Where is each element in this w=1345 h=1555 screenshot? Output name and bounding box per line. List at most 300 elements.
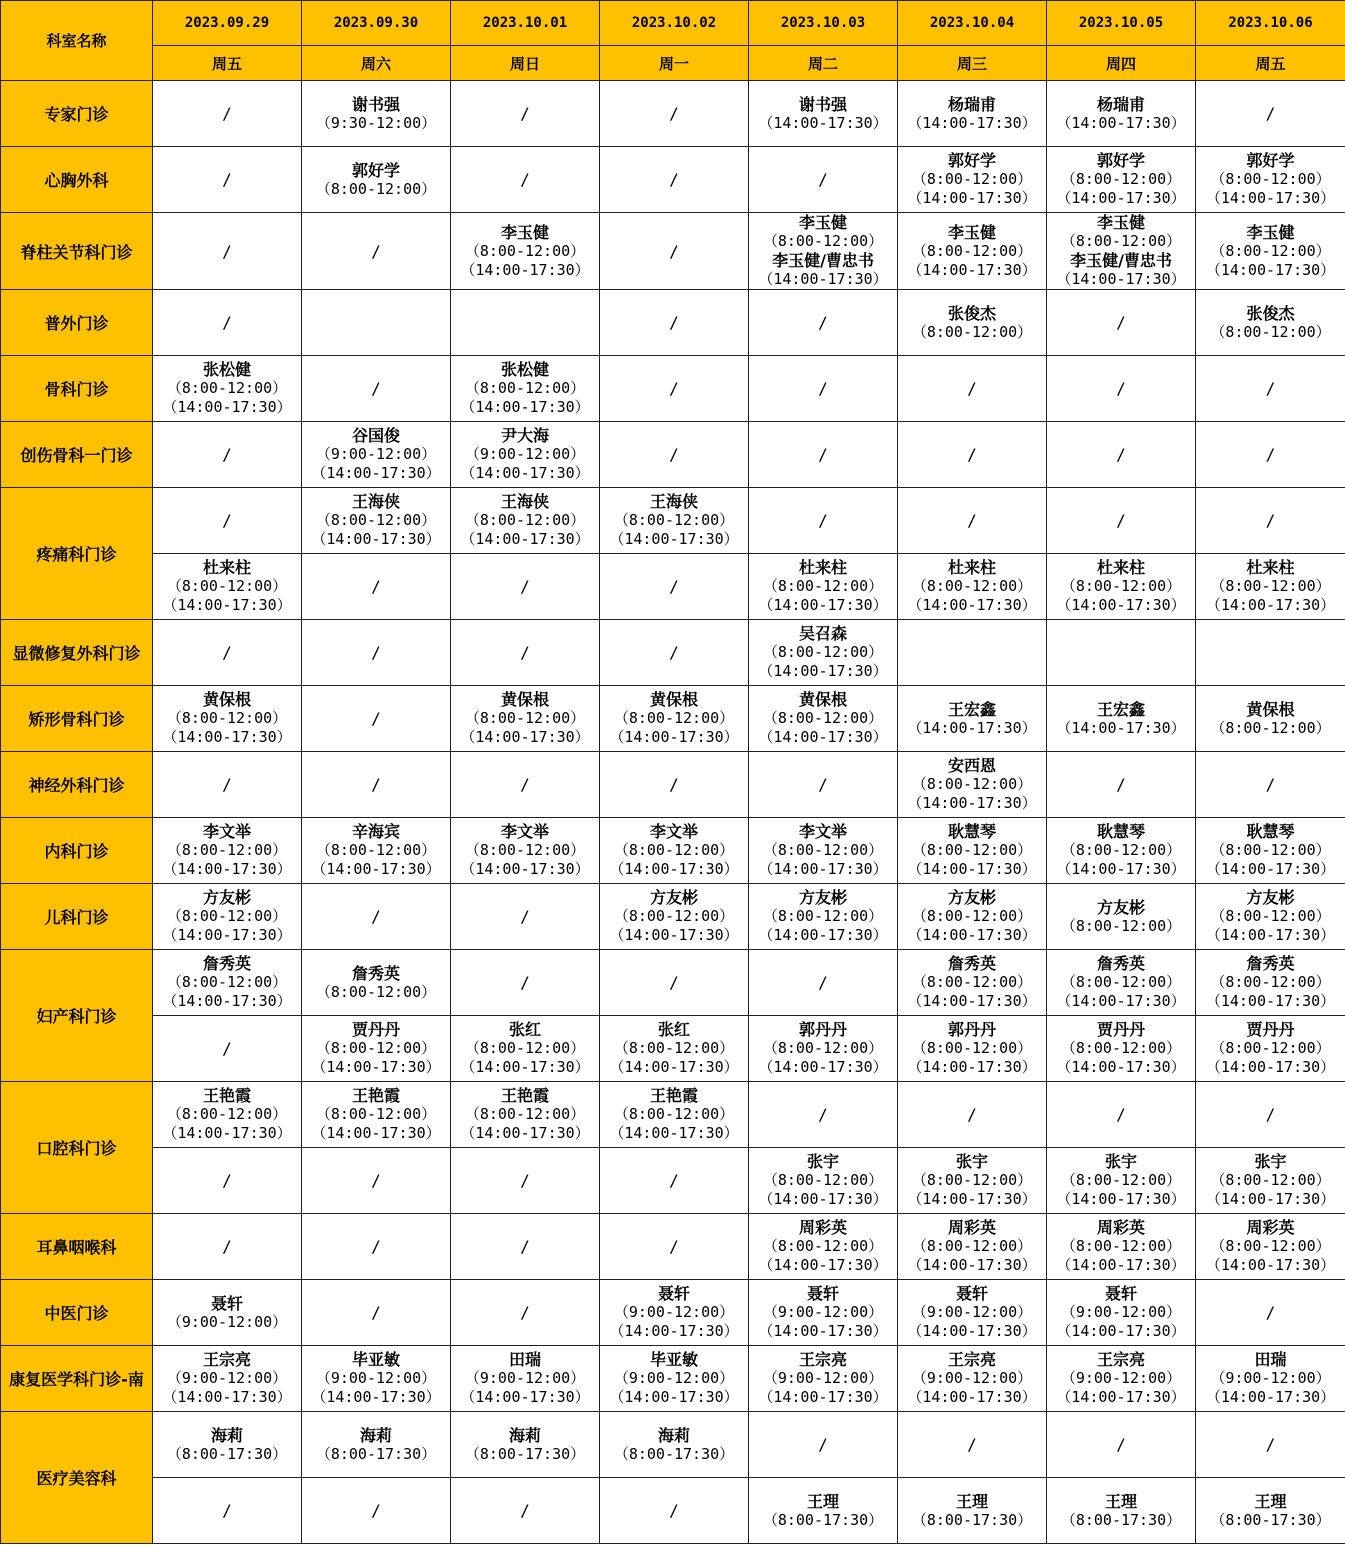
- schedule-cell: [1047, 620, 1196, 686]
- time-slot: （8:00-12:00）: [1060, 232, 1182, 250]
- schedule-cell: [600, 1148, 749, 1214]
- time-slot: （14:00-17:30）: [1056, 1058, 1186, 1076]
- doctor-name: 张松健: [500, 360, 549, 379]
- time-slot: （8:00-12:00）: [911, 841, 1033, 859]
- schedule-cell: [451, 356, 600, 422]
- doctor-name: 李文举: [649, 822, 698, 841]
- time-slot: （8:00-12:00）: [1060, 841, 1182, 859]
- header-weekdays-row: [1, 46, 1345, 81]
- no-clinic-mark: /: [222, 1501, 232, 1520]
- time-slot: （8:00-12:00）: [1210, 1237, 1331, 1255]
- no-clinic-mark: /: [1265, 511, 1276, 530]
- schedule-cell: [1196, 686, 1345, 752]
- time-slot: （14:00-17:30）: [758, 596, 888, 614]
- schedule-cell: [600, 686, 749, 752]
- header-dates-row: [1, 1, 1345, 46]
- schedule-cell: [451, 81, 600, 147]
- time-slot: （14:00-17:30）: [460, 530, 590, 548]
- schedule-cell: [1196, 884, 1345, 950]
- time-slot: （8:00-12:00）: [1210, 973, 1331, 991]
- schedule-cell: [1047, 1280, 1196, 1346]
- schedule-cell: [600, 1346, 749, 1412]
- schedule-cell: [1196, 356, 1345, 422]
- schedule-cell: [302, 1412, 451, 1478]
- schedule-cell: [898, 81, 1047, 147]
- time-slot: （8:00-12:00）: [1210, 718, 1331, 737]
- schedule-row: [1, 554, 1345, 620]
- department-name: 妇产科门诊: [1, 950, 153, 1082]
- schedule-cell: [1047, 488, 1196, 554]
- schedule-cell: [600, 752, 749, 818]
- schedule-row: [1, 1082, 1345, 1148]
- schedule-row: [1, 950, 1345, 1016]
- doctor-name: 贾丹丹: [1246, 1020, 1295, 1039]
- no-clinic-mark: /: [520, 1171, 530, 1190]
- schedule-cell: [749, 1148, 898, 1214]
- time-slot: （14:00-17:30）: [1205, 1190, 1336, 1208]
- no-clinic-mark: /: [818, 170, 828, 189]
- time-slot: （8:00-12:00）: [762, 907, 884, 925]
- time-slot: （14:00-17:30）: [758, 1322, 888, 1340]
- no-clinic-mark: /: [669, 1501, 679, 1520]
- date-header: 2023.09.29: [153, 1, 302, 46]
- schedule-cell: [749, 147, 898, 213]
- time-slot: （14:00-17:30）: [758, 728, 888, 746]
- schedule-cell: [302, 422, 451, 488]
- schedule-cell: [1047, 1082, 1196, 1148]
- doctor-name: 王理: [1104, 1491, 1137, 1511]
- schedule-cell: [898, 752, 1047, 818]
- schedule-cell: [302, 1346, 451, 1412]
- time-slot: （14:00-17:30）: [758, 113, 888, 132]
- schedule-row: [1, 81, 1345, 147]
- time-slot: （14:00-17:30）: [1056, 270, 1186, 288]
- time-slot: （8:00-12:00）: [1210, 577, 1331, 595]
- no-clinic-mark: /: [520, 775, 530, 794]
- schedule-cell: [749, 1082, 898, 1148]
- schedule-cell: [451, 1148, 600, 1214]
- no-clinic-mark: /: [818, 973, 828, 992]
- schedule-row: [1, 884, 1345, 950]
- weekday-header: 周一: [600, 46, 749, 81]
- weekday-header: 周三: [898, 46, 1047, 81]
- doctor-name: 杜来柱: [202, 558, 251, 577]
- schedule-cell: [302, 1016, 451, 1082]
- schedule-cell: [153, 554, 302, 620]
- time-slot: （14:00-17:30）: [907, 1256, 1037, 1274]
- time-slot: （8:00-12:00）: [1210, 907, 1331, 925]
- schedule-cell: [749, 290, 898, 356]
- no-clinic-mark: /: [669, 170, 679, 189]
- time-slot: （9:00-12:00）: [166, 1312, 288, 1331]
- schedule-cell: [451, 290, 600, 356]
- time-slot: （8:00-12:00）: [762, 1171, 884, 1189]
- weekday-header: 周五: [1196, 46, 1345, 81]
- schedule-cell: [1196, 554, 1345, 620]
- schedule-cell: [302, 686, 451, 752]
- doctor-name: 詹秀英: [351, 963, 400, 983]
- no-clinic-mark: /: [818, 775, 828, 794]
- doctor-name: 王宏鑫: [947, 699, 996, 719]
- schedule-cell: [1196, 147, 1345, 213]
- schedule-cell: [749, 818, 898, 884]
- schedule-cell: [898, 1016, 1047, 1082]
- doctor-name: 聂轩: [210, 1293, 243, 1313]
- schedule-cell: [302, 147, 451, 213]
- schedule-row: [1, 686, 1345, 752]
- time-slot: （14:00-17:30）: [460, 1388, 590, 1406]
- schedule-cell: [749, 356, 898, 422]
- time-slot: （8:00-12:00）: [911, 322, 1033, 341]
- schedule-cell: [153, 488, 302, 554]
- time-slot: （8:00-17:30）: [613, 1444, 735, 1463]
- time-slot: （14:00-17:30）: [1056, 860, 1186, 878]
- time-slot: （14:00-17:30）: [460, 860, 590, 878]
- no-clinic-mark: /: [669, 241, 679, 261]
- time-slot: （8:00-12:00）: [464, 511, 586, 529]
- no-clinic-mark: /: [1265, 104, 1276, 123]
- schedule-cell: [1196, 1214, 1345, 1280]
- schedule-cell: [1196, 1346, 1345, 1412]
- no-clinic-mark: /: [669, 577, 679, 596]
- no-clinic-mark: /: [371, 709, 381, 728]
- doctor-name: 王艳霞: [500, 1086, 549, 1105]
- time-slot: （8:00-12:00）: [762, 643, 884, 661]
- department-name: 耳鼻咽喉科: [1, 1214, 153, 1280]
- time-slot: （14:00-17:30）: [1056, 1190, 1186, 1208]
- time-slot: （14:00-17:30）: [907, 189, 1037, 207]
- schedule-row: [1, 213, 1345, 290]
- schedule-cell: [451, 1214, 600, 1280]
- time-slot: （14:00-17:30）: [1056, 992, 1186, 1010]
- doctor-name: 杜来柱: [947, 558, 996, 577]
- date-header: 2023.10.02: [600, 1, 749, 46]
- schedule-cell: [600, 1412, 749, 1478]
- doctor-name: 郭好学: [1246, 151, 1295, 170]
- time-slot: （9:00-12:00）: [1060, 1303, 1182, 1321]
- schedule-cell: [749, 950, 898, 1016]
- time-slot: （14:00-17:30）: [907, 794, 1037, 812]
- time-slot: （8:00-12:00）: [1060, 1039, 1182, 1057]
- schedule-cell: [749, 1412, 898, 1478]
- time-slot: （14:00-17:30）: [162, 398, 292, 416]
- time-slot: （8:00-17:30）: [911, 1510, 1033, 1529]
- department-name: 康复医学科门诊-南: [1, 1346, 153, 1412]
- schedule-cell: [1047, 1478, 1196, 1544]
- time-slot: （8:00-17:30）: [464, 1444, 586, 1463]
- schedule-cell: [153, 950, 302, 1016]
- time-slot: （14:00-17:30）: [311, 1124, 441, 1142]
- schedule-cell: [1047, 1148, 1196, 1214]
- time-slot: （14:00-17:30）: [907, 596, 1037, 614]
- department-name: 医疗美容科: [1, 1412, 153, 1544]
- time-slot: （14:00-17:30）: [907, 926, 1037, 944]
- schedule-cell: [1196, 422, 1345, 488]
- doctor-name: 王宗亮: [1096, 1350, 1145, 1369]
- schedule-cell: [1047, 81, 1196, 147]
- time-slot: （8:00-12:00）: [762, 1039, 884, 1057]
- time-slot: （8:00-12:00）: [1210, 1171, 1331, 1189]
- doctor-name: 周彩英: [947, 1218, 996, 1237]
- schedule-cell: [302, 1148, 451, 1214]
- doctor-name: 詹秀英: [1246, 954, 1295, 973]
- schedule-cell: [302, 950, 451, 1016]
- schedule-cell: [153, 752, 302, 818]
- time-slot: （9:00-12:00）: [762, 1369, 884, 1387]
- schedule-cell: [749, 620, 898, 686]
- time-slot: （8:00-12:00）: [1060, 170, 1182, 188]
- doctor-name: 谢书强: [351, 94, 400, 114]
- time-slot: （14:00-17:30）: [758, 860, 888, 878]
- no-clinic-mark: /: [1265, 445, 1276, 464]
- time-slot: （8:00-17:30）: [315, 1444, 437, 1463]
- time-slot: （8:00-12:00）: [166, 973, 288, 991]
- department-name: 矫形骨科门诊: [1, 686, 153, 752]
- schedule-cell: [153, 1346, 302, 1412]
- schedule-cell: [153, 290, 302, 356]
- time-slot: （14:00-17:30）: [609, 860, 739, 878]
- doctor-name: 方友彬: [947, 888, 996, 907]
- time-slot: （14:00-17:30）: [460, 1058, 590, 1076]
- time-slot: （14:00-17:30）: [311, 530, 441, 548]
- schedule-cell: [302, 1082, 451, 1148]
- time-slot: （14:00-17:30）: [1205, 992, 1336, 1010]
- time-slot: （14:00-17:30）: [1205, 926, 1336, 944]
- no-clinic-mark: /: [371, 775, 381, 794]
- schedule-cell: [451, 554, 600, 620]
- time-slot: （14:00-17:30）: [1205, 1256, 1336, 1274]
- time-slot: （8:00-12:00）: [911, 1171, 1033, 1189]
- no-clinic-mark: /: [371, 379, 381, 398]
- doctor-name: 黄保根: [500, 690, 549, 709]
- schedule-cell: [1047, 1346, 1196, 1412]
- doctor-name: 王宗亮: [947, 1350, 996, 1369]
- schedule-cell: [600, 1016, 749, 1082]
- schedule-cell: [1047, 290, 1196, 356]
- schedule-cell: [153, 818, 302, 884]
- schedule-row: [1, 818, 1345, 884]
- schedule-cell: [1196, 213, 1345, 290]
- schedule-cell: [451, 686, 600, 752]
- schedule-cell: [600, 147, 749, 213]
- schedule-body: [1, 81, 1345, 1544]
- doctor-name: 李文举: [202, 822, 251, 841]
- time-slot: （14:00-17:30）: [460, 728, 590, 746]
- schedule-cell: [898, 950, 1047, 1016]
- schedule-cell: [898, 884, 1047, 950]
- time-slot: （8:00-12:00）: [911, 241, 1033, 260]
- schedule-cell: [302, 884, 451, 950]
- time-slot: （8:00-12:00）: [166, 907, 288, 925]
- schedule-cell: [600, 290, 749, 356]
- no-clinic-mark: /: [520, 170, 530, 189]
- doctor-name: 周彩英: [1096, 1218, 1145, 1237]
- weekday-header: 周二: [749, 46, 898, 81]
- schedule-cell: [1047, 1412, 1196, 1478]
- doctor-name: 杜来柱: [1246, 558, 1295, 577]
- doctor-name: 张红: [657, 1020, 690, 1039]
- doctor-name: 田瑞: [508, 1350, 541, 1369]
- time-slot: （14:00-17:30）: [311, 1058, 441, 1076]
- no-clinic-mark: /: [967, 511, 977, 530]
- time-slot: （8:00-12:00）: [613, 841, 735, 859]
- time-slot: （8:00-12:00）: [464, 709, 586, 727]
- doctor-name: 杜来柱: [1096, 558, 1145, 577]
- doctor-name: 李文举: [798, 822, 847, 841]
- time-slot: （8:00-12:00）: [315, 982, 437, 1001]
- doctor-name: 詹秀英: [1096, 954, 1145, 973]
- time-slot: （8:00-12:00）: [166, 379, 288, 397]
- schedule-row: [1, 1214, 1345, 1280]
- no-clinic-mark: /: [371, 643, 381, 662]
- time-slot: （8:00-12:00）: [762, 709, 884, 727]
- schedule-cell: [1047, 752, 1196, 818]
- time-slot: （8:00-12:00）: [911, 1237, 1033, 1255]
- schedule-row: [1, 1148, 1345, 1214]
- doctor-name: 海莉: [657, 1425, 690, 1445]
- time-slot: （9:00-12:00）: [464, 445, 586, 463]
- no-clinic-mark: /: [818, 313, 828, 332]
- schedule-cell: [1196, 818, 1345, 884]
- time-slot: （9:00-12:00）: [464, 1369, 586, 1387]
- schedule-cell: [600, 356, 749, 422]
- time-slot: （14:00-17:30）: [609, 1388, 739, 1406]
- no-clinic-mark: /: [669, 1237, 679, 1256]
- doctor-name: 王艳霞: [649, 1086, 698, 1105]
- no-clinic-mark: /: [371, 1303, 381, 1322]
- time-slot: （14:00-17:30）: [1205, 1388, 1336, 1406]
- weekday-header: 周五: [153, 46, 302, 81]
- no-clinic-mark: /: [520, 1501, 530, 1520]
- doctor-name: 李玉健: [1096, 213, 1145, 232]
- time-slot: （8:00-12:00）: [911, 775, 1033, 793]
- date-header: 2023.10.01: [451, 1, 600, 46]
- department-name: 内科门诊: [1, 818, 153, 884]
- no-clinic-mark: /: [520, 1303, 530, 1322]
- schedule-cell: [302, 81, 451, 147]
- schedule-cell: [749, 554, 898, 620]
- time-slot: （14:00-17:30）: [162, 728, 292, 746]
- time-slot: （14:00-17:30）: [907, 1058, 1037, 1076]
- no-clinic-mark: /: [967, 445, 977, 464]
- doctor-name: 方友彬: [1246, 888, 1295, 907]
- doctor-name: 聂轩: [1104, 1284, 1137, 1303]
- no-clinic-mark: /: [520, 104, 530, 123]
- department-name: 心胸外科: [1, 147, 153, 213]
- time-slot: （8:00-12:00）: [166, 1105, 288, 1123]
- schedule-cell: [600, 488, 749, 554]
- department-name: 口腔科门诊: [1, 1082, 153, 1214]
- schedule-cell: [153, 1412, 302, 1478]
- doctor-name: 谢书强: [798, 94, 847, 114]
- time-slot: （8:00-12:00）: [762, 841, 884, 859]
- doctor-name: 王艳霞: [202, 1086, 251, 1105]
- time-slot: （14:00-17:30）: [1205, 1058, 1336, 1076]
- doctor-name: 张宇: [1254, 1152, 1287, 1171]
- doctor-name: 张宇: [955, 1152, 988, 1171]
- schedule-cell: [1196, 488, 1345, 554]
- doctor-name: 李玉健: [1246, 222, 1295, 242]
- schedule-cell: [749, 884, 898, 950]
- time-slot: （8:00-12:00）: [613, 709, 735, 727]
- schedule-row: [1, 356, 1345, 422]
- schedule-cell: [451, 1082, 600, 1148]
- no-clinic-mark: /: [669, 1171, 679, 1190]
- doctor-name: 郭好学: [351, 160, 400, 180]
- no-clinic-mark: /: [222, 643, 232, 662]
- schedule-row: [1, 620, 1345, 686]
- doctor-name: 耿慧琴: [1246, 822, 1295, 841]
- date-header: 2023.10.04: [898, 1, 1047, 46]
- time-slot: （9:00-12:00）: [315, 1369, 437, 1387]
- schedule-row: [1, 1016, 1345, 1082]
- schedule-cell: [600, 950, 749, 1016]
- no-clinic-mark: /: [1116, 511, 1126, 530]
- time-slot: （14:00-17:30）: [1205, 860, 1336, 878]
- no-clinic-mark: /: [371, 1501, 381, 1520]
- no-clinic-mark: /: [1265, 1435, 1276, 1454]
- doctor-name: 张宇: [1104, 1152, 1137, 1171]
- schedule-cell: [153, 884, 302, 950]
- doctor-name: 王海侠: [351, 492, 400, 511]
- no-clinic-mark: /: [1116, 1105, 1126, 1124]
- doctor-name: 聂轩: [955, 1284, 988, 1303]
- schedule-cell: [898, 620, 1047, 686]
- schedule-cell: [1047, 1214, 1196, 1280]
- time-slot: （8:00-12:00）: [1210, 841, 1331, 859]
- schedule-cell: [153, 422, 302, 488]
- time-slot: （14:00-17:30）: [907, 860, 1037, 878]
- doctor-name: 张宇: [806, 1152, 839, 1171]
- time-slot: （14:00-17:30）: [460, 398, 590, 416]
- department-name: 专家门诊: [1, 81, 153, 147]
- department-name: 儿科门诊: [1, 884, 153, 950]
- time-slot: （8:00-12:00）: [464, 1039, 586, 1057]
- time-slot: （9:00-12:00）: [166, 1369, 288, 1387]
- schedule-cell: [153, 356, 302, 422]
- time-slot: （8:00-17:30）: [1210, 1510, 1331, 1529]
- doctor-name: 郭好学: [1096, 151, 1145, 170]
- time-slot: （8:00-12:00）: [315, 1105, 437, 1123]
- time-slot: （8:00-12:00）: [613, 511, 735, 529]
- time-slot: （14:00-17:30）: [907, 718, 1037, 737]
- schedule-cell: [749, 1346, 898, 1412]
- schedule-cell: [1047, 554, 1196, 620]
- schedule-cell: [898, 1280, 1047, 1346]
- schedule-cell: [1047, 1016, 1196, 1082]
- schedule-cell: [600, 620, 749, 686]
- no-clinic-mark: /: [222, 313, 232, 332]
- doctor-name: 方友彬: [202, 888, 251, 907]
- time-slot: （14:00-17:30）: [162, 860, 292, 878]
- time-slot: （8:00-12:00）: [464, 841, 586, 859]
- schedule-cell: [600, 1214, 749, 1280]
- doctor-name: 黄保根: [649, 690, 698, 709]
- schedule-cell: [749, 1280, 898, 1346]
- time-slot: （8:00-12:00）: [464, 379, 586, 397]
- time-slot: （8:00-12:00）: [166, 709, 288, 727]
- schedule-row: [1, 752, 1345, 818]
- time-slot: （8:00-12:00）: [911, 577, 1033, 595]
- schedule-cell: [898, 1214, 1047, 1280]
- schedule-cell: [898, 554, 1047, 620]
- schedule-cell: [302, 488, 451, 554]
- schedule-cell: [153, 1280, 302, 1346]
- doctor-name: 李文举: [500, 822, 549, 841]
- schedule-cell: [1047, 356, 1196, 422]
- schedule-cell: [451, 752, 600, 818]
- doctor-name: 耿慧琴: [1096, 822, 1145, 841]
